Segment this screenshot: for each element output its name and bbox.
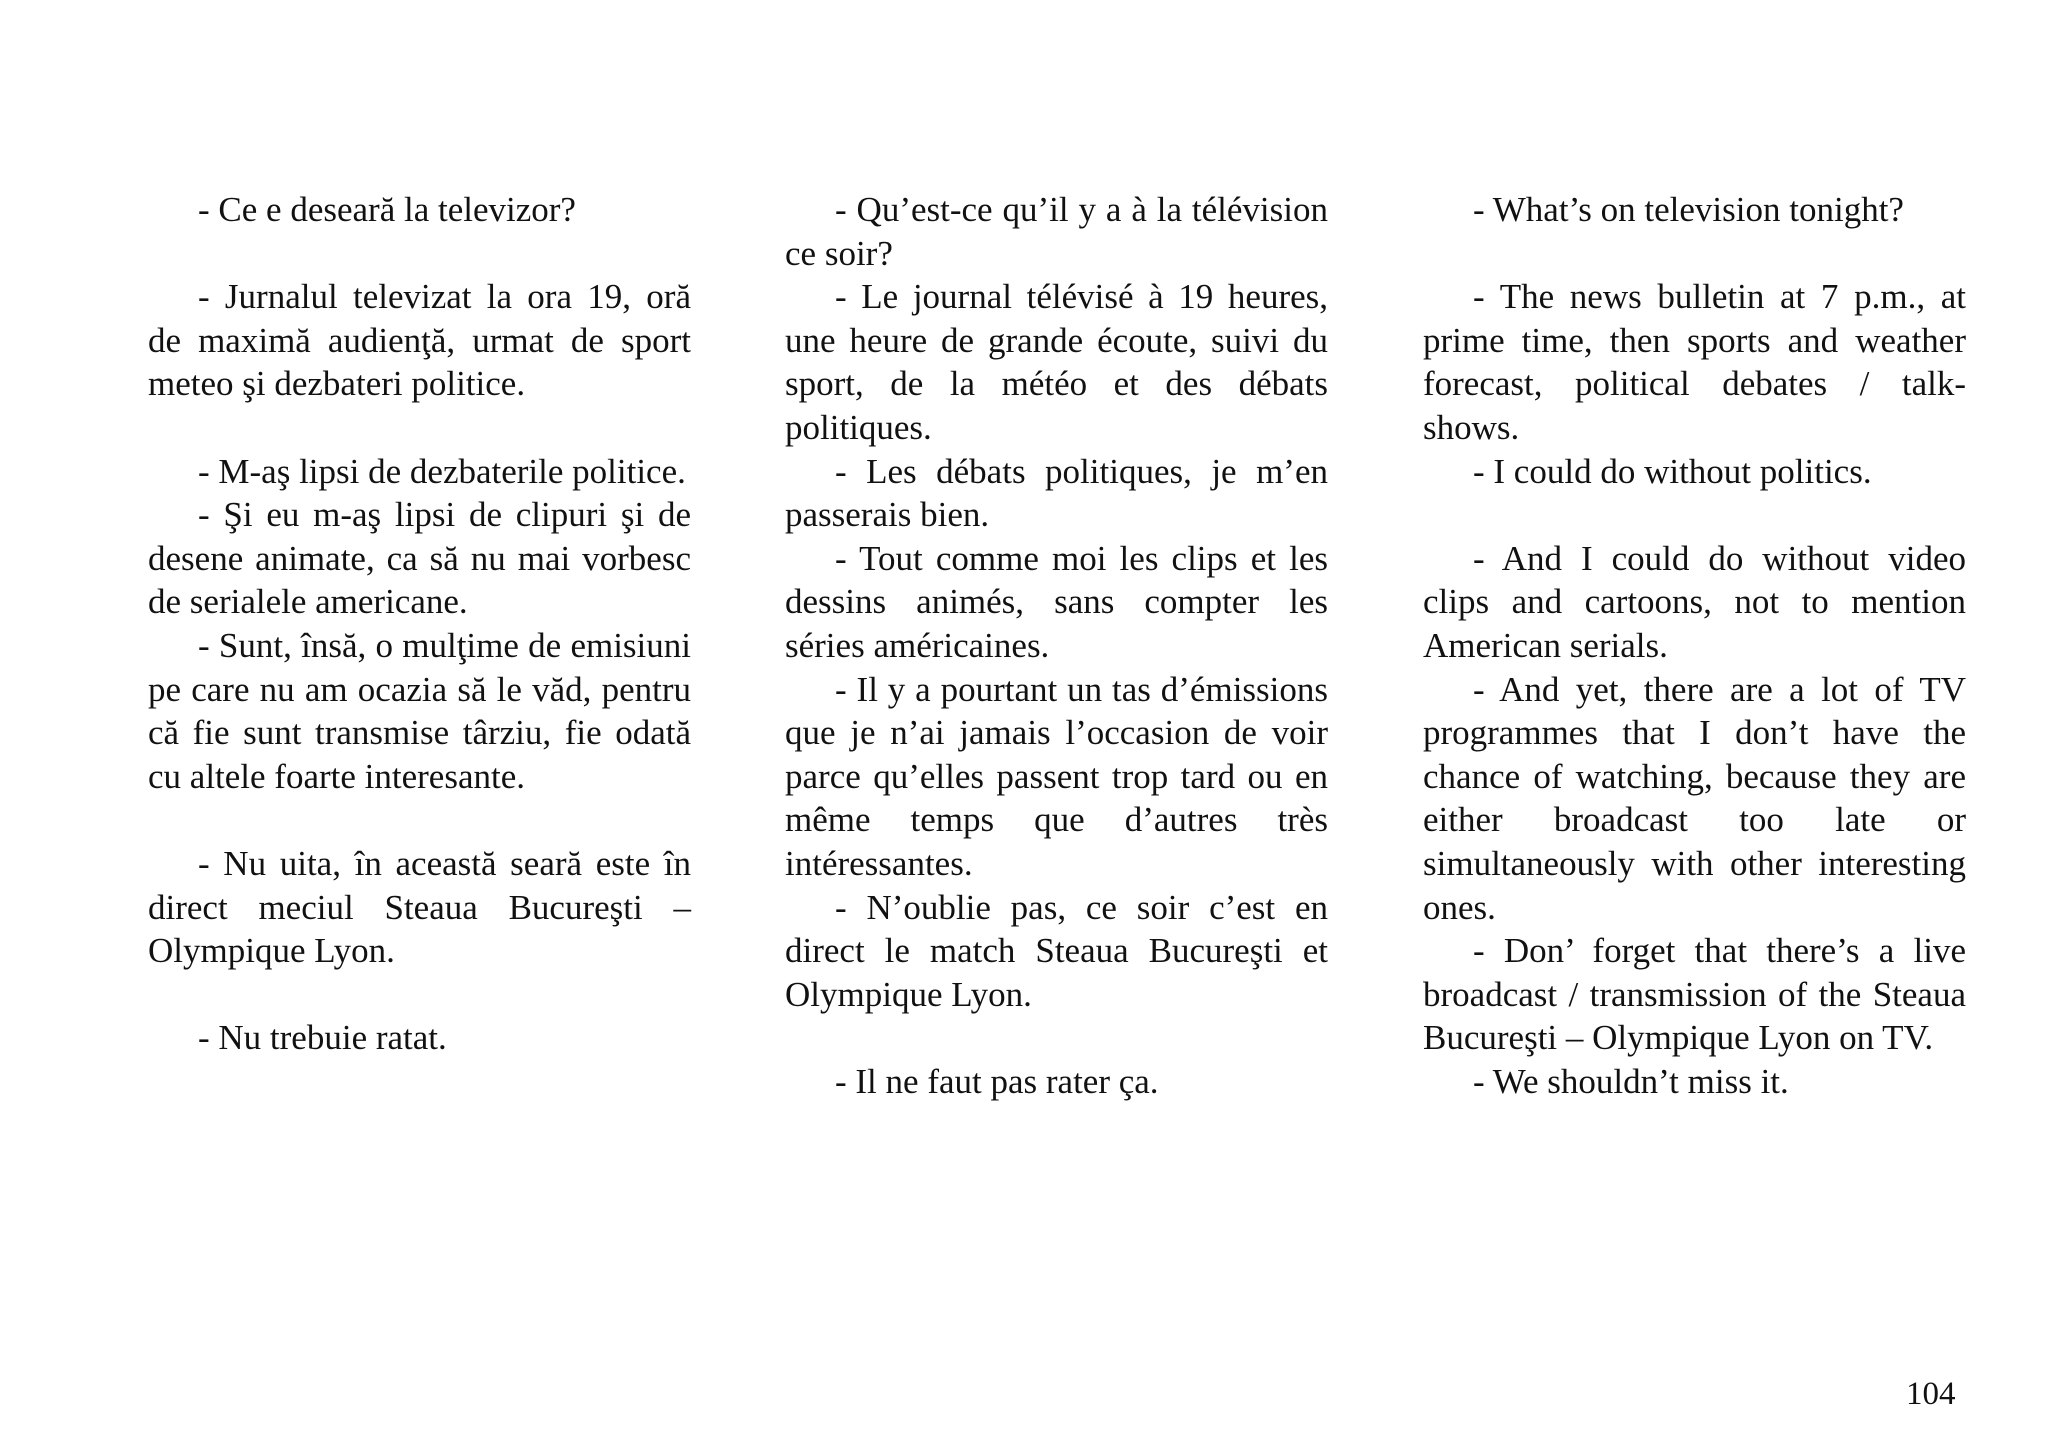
french-paragraph-3: - Les débats politiques, je m’en passerais bien.: [785, 451, 1328, 535]
paragraph-gap: [1423, 493, 1966, 537]
english-column: [1423, 188, 1966, 1103]
paragraph-gap: [148, 798, 691, 842]
french-column: [785, 188, 1328, 1103]
paragraph-gap: [148, 232, 691, 276]
english-paragraph-4: - And I could do without video clips and cartoons, not to mention American serials.: [1423, 538, 1966, 665]
french-paragraph-1: - Qu’est-ce qu’il y a à la télévision ce soir?: [785, 190, 1328, 273]
paragraph-gap: [148, 973, 691, 1017]
french-paragraph-2: - Le journal télévisé à 19 heures, une heure de grande écoute, suivi du sport, de la météo et des débats politiques.: [785, 277, 1328, 447]
romanian-paragraph-1: - Ce e deseară la televizor?: [198, 190, 576, 229]
romanian-paragraph-4: - Şi eu m-aş lipsi de clipuri şi de desene animate, ca să nu mai vorbesc de serialele americane.: [148, 495, 691, 622]
english-paragraph-6: - Don’ forget that there’s a live broadcast / transmission of the Steaua Bucureşti – Olympique Lyon on TV.: [1423, 931, 1966, 1058]
english-paragraph-5: - And yet, there are a lot of TV programmes that I don’t have the chance of watching, because they are either broadcast too late or simultaneously with other interesting ones.: [1423, 669, 1966, 927]
romanian-paragraph-2: - Jurnalul televizat la ora 19, oră de maximă audienţă, urmat de sport meteo şi dezbateri politice.: [148, 277, 691, 404]
romanian-paragraph-5: - Sunt, însă, o mulţime de emisiuni pe care nu am ocazia să le văd, pentru că fie sunt transmise târziu, fie odată cu altele foarte interesante.: [148, 625, 691, 796]
paragraph-gap: [148, 406, 691, 450]
english-paragraph-7: - We shouldn’t miss it.: [1473, 1061, 1789, 1101]
french-paragraph-6: - N’oublie pas, ce soir c’est en direct le match Steaua Bucureşti et Olympique Lyon.: [785, 887, 1328, 1014]
page-number: 104: [1906, 1376, 1956, 1412]
paragraph-gap: [785, 1016, 1328, 1060]
romanian-column: [148, 188, 691, 1060]
french-paragraph-7: - Il ne faut pas rater ça.: [835, 1061, 1159, 1101]
romanian-paragraph-6: - Nu uita, în această seară este în direct meciul Steaua Bucureşti – Olympique Lyon.: [148, 843, 691, 971]
english-paragraph-1: - What’s on television tonight?: [1473, 190, 1904, 229]
english-paragraph-2: - The news bulletin at 7 p.m., at prime time, then sports and weather forecast, political debates / talk-shows.: [1423, 277, 1966, 447]
french-paragraph-5: - Il y a pourtant un tas d’émissions que je n’ai jamais l’occasion de voir parce qu’elles passent trop tard ou en même temps que d’autres très intéressantes.: [785, 669, 1328, 883]
romanian-paragraph-3: - M-aş lipsi de dezbaterile politice.: [198, 451, 686, 491]
french-paragraph-4: - Tout comme moi les clips et les dessins animés, sans compter les séries américaines.: [785, 538, 1328, 665]
romanian-paragraph-7: - Nu trebuie ratat.: [198, 1018, 447, 1058]
paragraph-gap: [1423, 232, 1966, 276]
english-paragraph-3: - I could do without politics.: [1473, 451, 1872, 491]
